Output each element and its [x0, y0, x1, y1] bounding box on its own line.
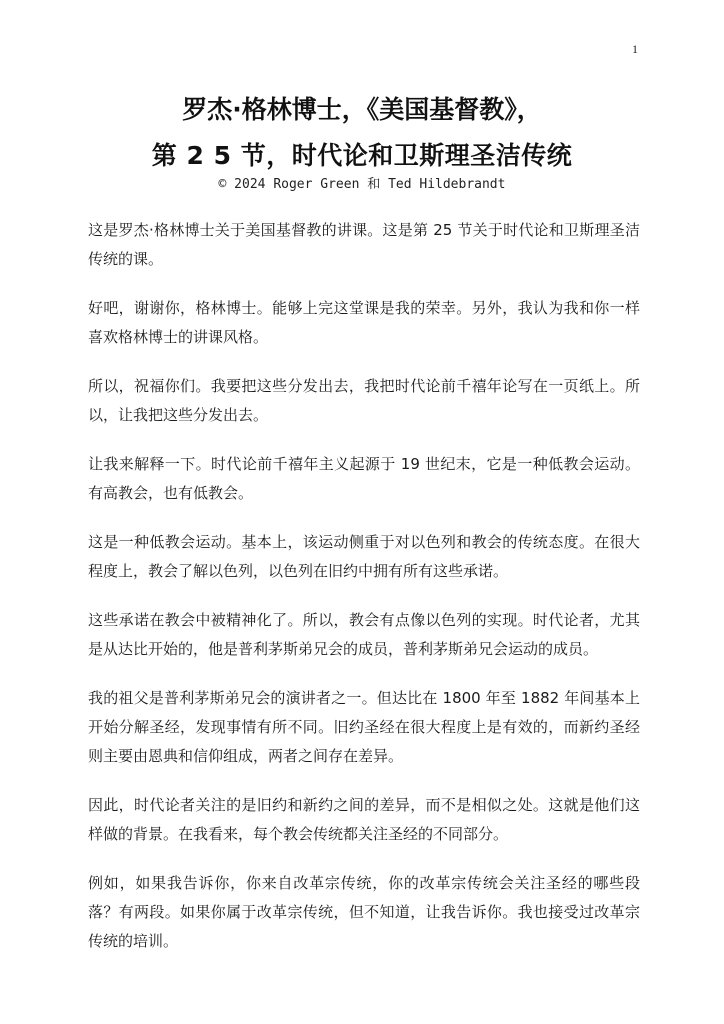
paragraph-3: 所以，祝福你们。我要把这些分发出去，我把时代论前千禧年论写在一页纸上。所以，让我把这些分发出去。	[88, 377, 640, 424]
paragraph-6: 这些承诺在教会中被精神化了。所以，教会有点像以色列的实现。时代论者，尤其是从达比开始的，他是普利茅斯弟兄会的成员，普利茅斯弟兄会运动的成员。	[88, 611, 640, 658]
paragraph-1: 这是罗杰·格林博士关于美国基督教的讲课。这是第 25 节关于时代论和卫斯理圣洁传统的课。	[88, 221, 640, 268]
document-title-line-1: 罗杰·格林博士，《美国基督教》，	[182, 95, 542, 124]
paragraph-5: 这是一种低教会运动。基本上，该运动侧重于对以色列和教会的传统态度。在很大程度上，教会了解以色列，以色列在旧约中拥有所有这些承诺。	[88, 533, 640, 580]
paragraph-4: 让我来解释一下。时代论前千禧年主义起源于 19 世纪末，它是一种低教会运动。有高教会，也有低教会。	[88, 455, 640, 502]
paragraph-2: 好吧，谢谢你，格林博士。能够上完这堂课是我的荣幸。另外，我认为我和你一样喜欢格林博士的讲课风格。	[88, 299, 640, 346]
document-title-line-2: 第 2 5 节，时代论和卫斯理圣洁传统	[151, 141, 573, 170]
paragraph-9: 例如，如果我告诉你，你来自改革宗传统，你的改革宗传统会关注圣经的哪些段落？有两段。如果你属于改革宗传统，但不知道，让我告诉你。我也接受过改革宗传统的培训。	[88, 874, 640, 950]
copyright-notice: © 2024 Roger Green 和 Ted Hildebrandt	[218, 177, 506, 192]
document-body	[88, 216, 640, 976]
paragraph-7: 我的祖父是普利茅斯弟兄会的演讲者之一。但达比在 1800 年至 1882 年间基本上开始分解圣经，发现事情有所不同。旧约圣经在很大程度上是有效的，而新约圣经则主要由恩典和信仰组成，两者之间存在差异。	[88, 689, 640, 765]
page-number: 1	[632, 42, 638, 56]
paragraph-8: 因此，时代论者关注的是旧约和新约之间的差异，而不是相似之处。这就是他们这样做的背景。在我看来，每个教会传统都关注圣经的不同部分。	[88, 796, 640, 843]
